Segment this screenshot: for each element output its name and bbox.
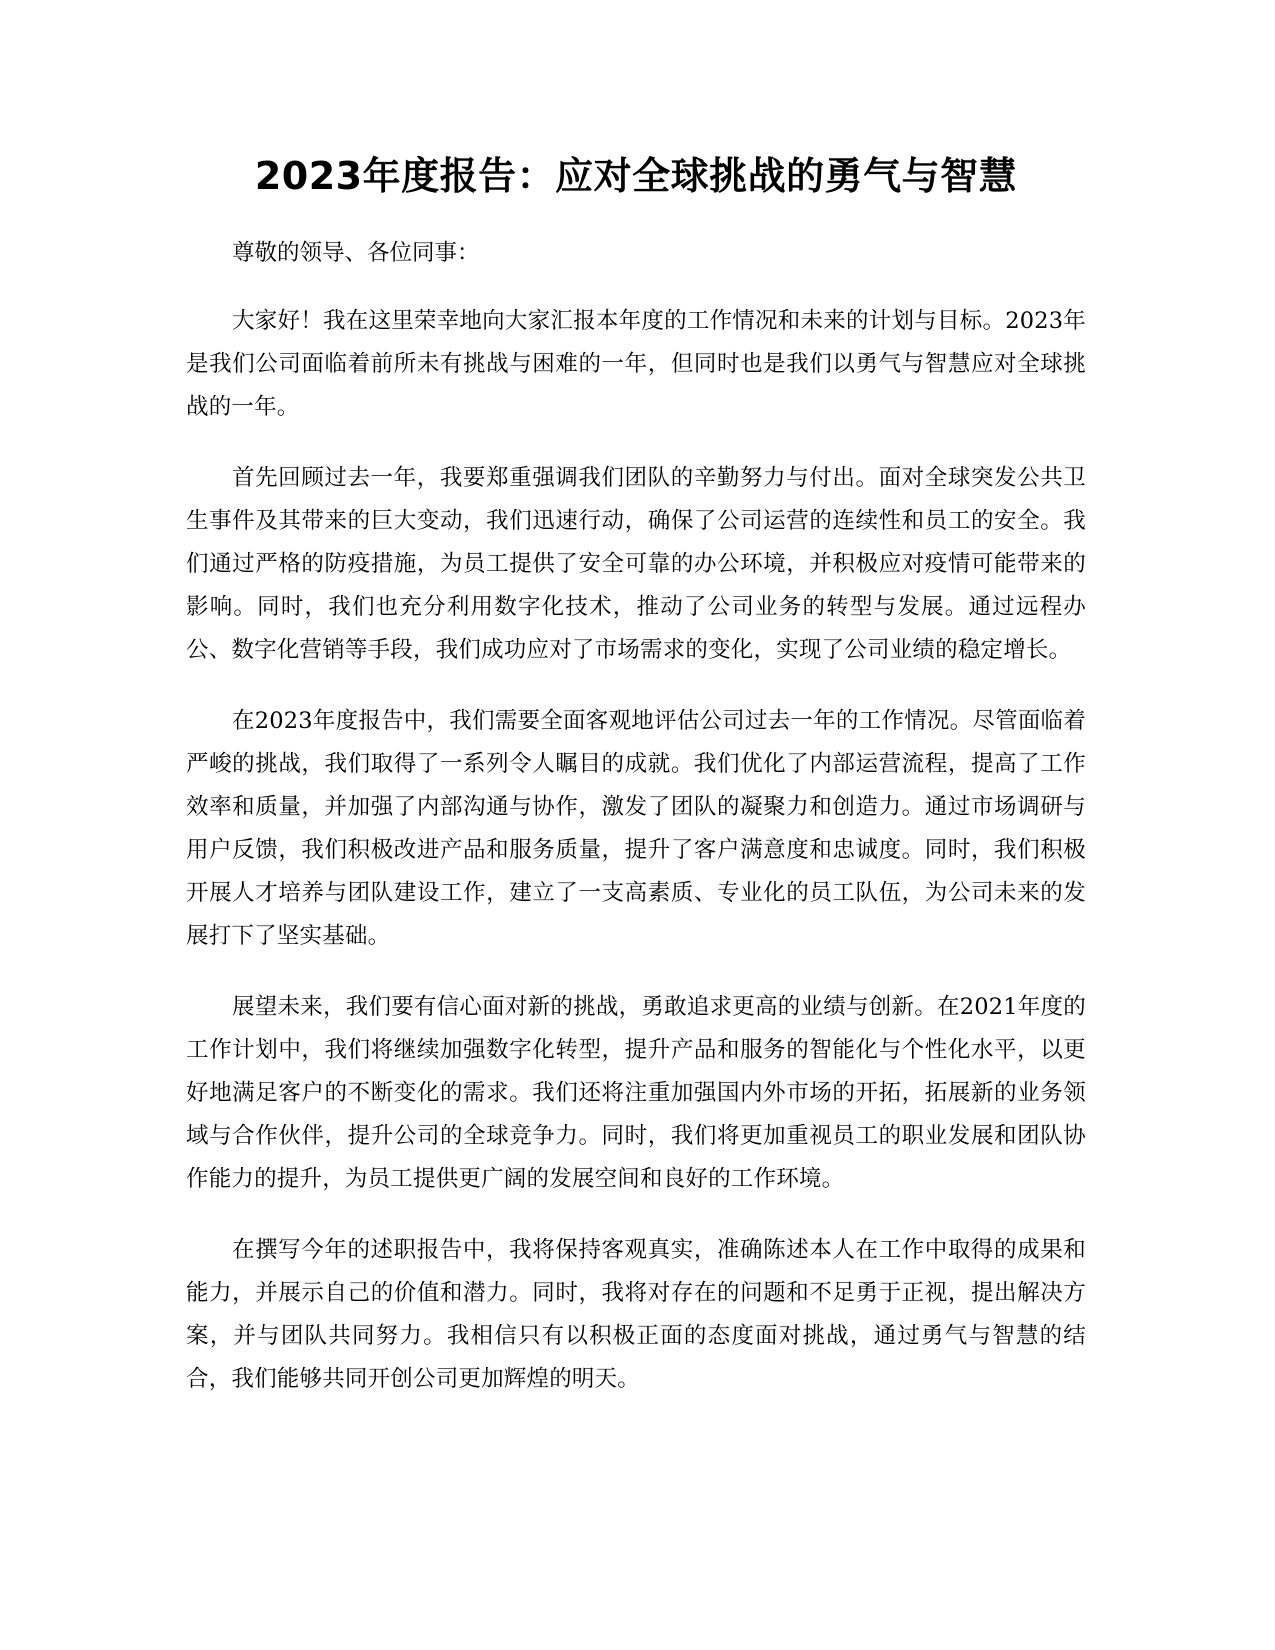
- paragraph-assessment: 在2023年度报告中，我们需要全面客观地评估公司过去一年的工作情况。尽管面临着严峻的挑战，我们取得了一系列令人瞩目的成就。我们优化了内部运营流程，提高了工作效率和质量，并加强了内部沟通与协作，激发了团队的凝聚力和创造力。通过市场调研与用户反馈，我们积极改进产品和服务质量，提升了客户满意度和忠诚度。同时，我们积极开展人才培养与团队建设工作，建立了一支高素质、专业化的员工队伍，为公司未来的发展打下了坚实基础。: [186, 708, 1086, 949]
- document-title: 2023年度报告：应对全球挑战的勇气与智慧: [254, 154, 1018, 198]
- paragraph-review: 首先回顾过去一年，我要郑重强调我们团队的辛勤努力与付出。面对全球突发公共卫生事件及其带来的巨大变动，我们迅速行动，确保了公司运营的连续性和员工的安全。我们通过严格的防疫措施，为员工提供了安全可靠的办公环境，并积极应对疫情可能带来的影响。同时，我们也充分利用数字化技术，推动了公司业务的转型与发展。通过远程办公、数字化营销等手段，我们成功应对了市场需求的变化，实现了公司业绩的稳定增长。: [186, 465, 1086, 663]
- paragraph-outlook: 展望未来，我们要有信心面对新的挑战，勇敢追求更高的业绩与创新。在2021年度的工作计划中，我们将继续加强数字化转型，提升产品和服务的智能化与个性化水平，以更好地满足客户的不断变化的需求。我们还将注重加强国内外市场的开拓，拓展新的业务领域与合作伙伴，提升公司的全球竞争力。同时，我们将更加重视员工的职业发展和团队协作能力的提升，为员工提供更广阔的发展空间和良好的工作环境。: [186, 994, 1086, 1192]
- document-body: [186, 148, 1086, 1429]
- paragraph-closing: 在撰写今年的述职报告中，我将保持客观真实，准确陈述本人在工作中取得的成果和能力，并展示自己的价值和潜力。同时，我将对存在的问题和不足勇于正视，提出解决方案，并与团队共同努力。我相信只有以积极正面的态度面对挑战，通过勇气与智慧的结合，我们能够共同开创公司更加辉煌的明天。: [186, 1237, 1086, 1392]
- salutation: 尊敬的领导、各位同事：: [232, 240, 480, 266]
- paragraph-greeting: 大家好！我在这里荣幸地向大家汇报本年度的工作情况和未来的计划与目标。2023年是我们公司面临着前所未有挑战与困难的一年，但同时也是我们以勇气与智慧应对全球挑战的一年。: [186, 308, 1086, 420]
